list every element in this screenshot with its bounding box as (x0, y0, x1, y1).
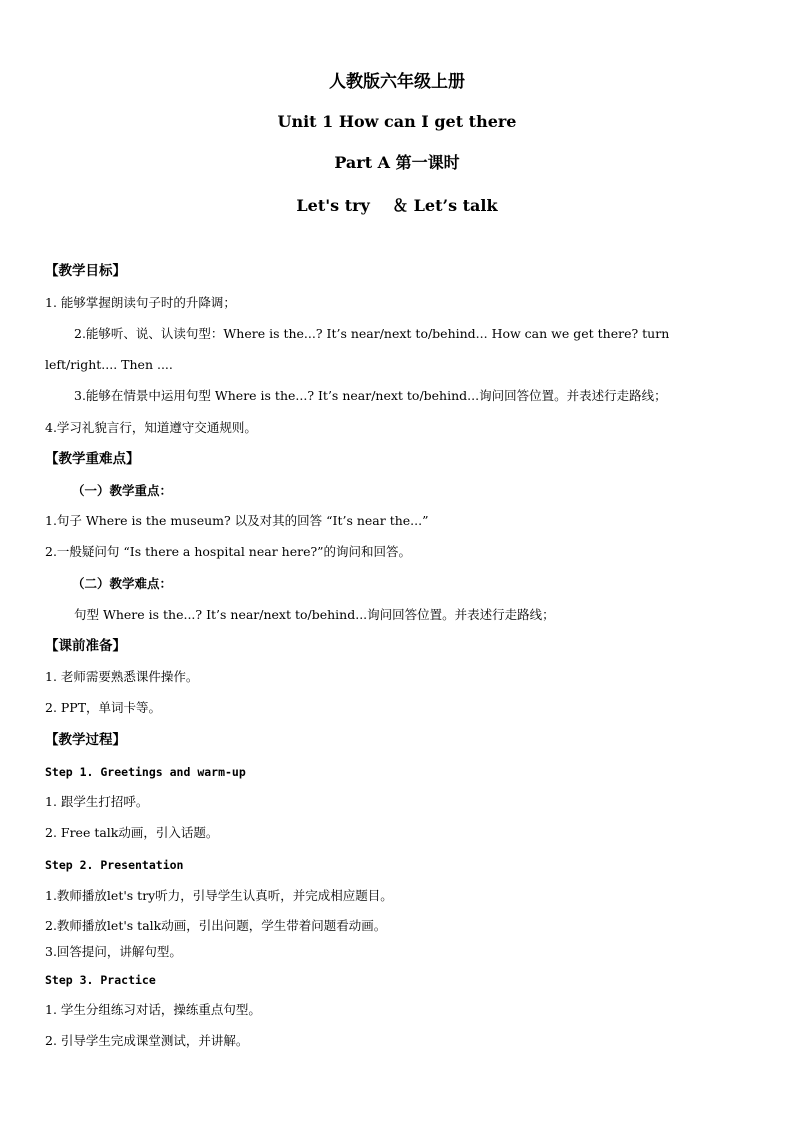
step-1-item-1: 1. 跟学生打招呼。 (45, 794, 149, 809)
objective-item-2: 2.能够听、说、认读句型：Where is the...? It’s near/next to/behind... How can we get there? turn (74, 326, 670, 341)
objective-item-4: 4.学习礼貌言行，知道遵守交通规则。 (45, 420, 257, 435)
key-point-item-2: 2.一般疑问句 “Is there a hospital near here?”的询问和回答。 (45, 544, 412, 559)
objective-item-2-cont: left/right.... Then .... (45, 357, 173, 372)
preparation-item-2: 2. PPT，单词卡等。 (45, 700, 162, 715)
step-3-heading: Step 3. Practice (45, 973, 156, 987)
objectives-heading: 【教学目标】 (45, 263, 126, 279)
process-heading: 【教学过程】 (45, 732, 126, 748)
step-2-item-2: 2.教师播放let's talk动画，引出问题，学生带着问题看动画。 (45, 918, 387, 933)
unit-title: Unit 1 How can I get there (277, 112, 517, 131)
objective-item-1: 1. 能够掌握朗读句子时的升降调； (45, 295, 236, 310)
lesson-title: Let's try ＆ Let’s talk (296, 196, 498, 215)
key-points-subheading: （一）教学重点： (72, 483, 173, 498)
key-point-item-1: 1.句子 Where is the museum? 以及对其的回答 “It’s near the...” (45, 513, 429, 528)
key-points-heading: 【教学重难点】 (45, 451, 140, 467)
difficulty-item: 句型 Where is the...? It’s near/next to/behind...询问回答位置。并表述行走路线； (74, 607, 555, 622)
step-3-item-1: 1. 学生分组练习对话，操练重点句型。 (45, 1002, 261, 1017)
step-2-item-3: 3.回答提问，讲解句型。 (45, 944, 182, 959)
preparation-heading: 【课前准备】 (45, 638, 126, 654)
doc-title: 人教版六年级上册 (329, 72, 465, 92)
step-3-item-2: 2. 引导学生完成课堂测试，并讲解。 (45, 1033, 249, 1048)
preparation-item-1: 1. 老师需要熟悉课件操作。 (45, 669, 199, 684)
part-title: Part A 第一课时 (334, 153, 460, 172)
step-1-heading: Step 1. Greetings and warm-up (45, 765, 246, 779)
difficulty-subheading: （二）教学难点： (72, 576, 173, 591)
step-2-item-1: 1.教师播放let's try听力，引导学生认真听，并完成相应题目。 (45, 888, 393, 903)
step-1-item-2: 2. Free talk动画，引入话题。 (45, 825, 219, 840)
objective-item-3: 3.能够在情景中运用句型 Where is the...? It’s near/next to/behind...询问回答位置。并表述行走路线； (74, 388, 667, 403)
step-2-heading: Step 2. Presentation (45, 858, 184, 872)
